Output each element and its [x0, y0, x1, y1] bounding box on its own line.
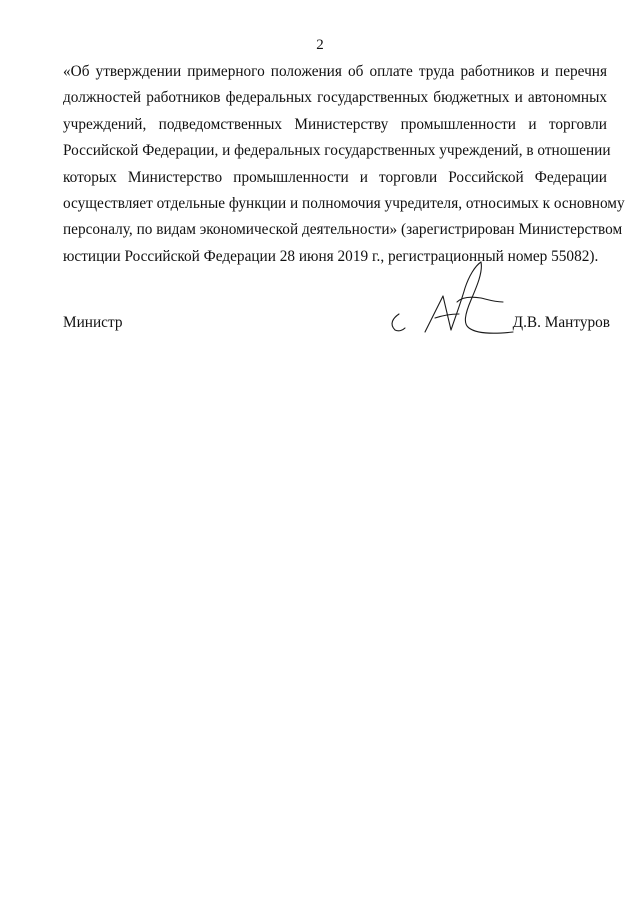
signatory-position: Министр — [63, 314, 123, 331]
body-paragraph — [63, 59, 625, 270]
body-line: учреждений, подведомственных Министерству промышленности и торговли — [63, 115, 607, 133]
page-number: 2 — [316, 37, 324, 53]
body-line: юстиции Российской Федерации 28 июня 2019 г., регистрационный номер 55082). — [63, 247, 599, 265]
body-line: которых Министерство промышленности и торговли Российской Федерации — [63, 168, 607, 186]
signatory-name: Д.В. Мантуров — [512, 314, 610, 331]
handwritten-signature — [385, 258, 520, 338]
body-line: «Об утверждении примерного положения об оплате труда работников и перечня — [63, 63, 607, 80]
body-line: осуществляет отдельные функции и полномочия учредителя, относимых к основному — [63, 195, 625, 213]
body-line: Российской Федерации, и федеральных государственных учреждений, в отношении — [63, 142, 611, 160]
body-line: персоналу, по видам экономической деятельности» (зарегистрирован Министерством — [63, 221, 623, 239]
body-line: должностей работников федеральных государственных бюджетных и автономных — [63, 89, 607, 107]
signature-block — [63, 314, 610, 344]
